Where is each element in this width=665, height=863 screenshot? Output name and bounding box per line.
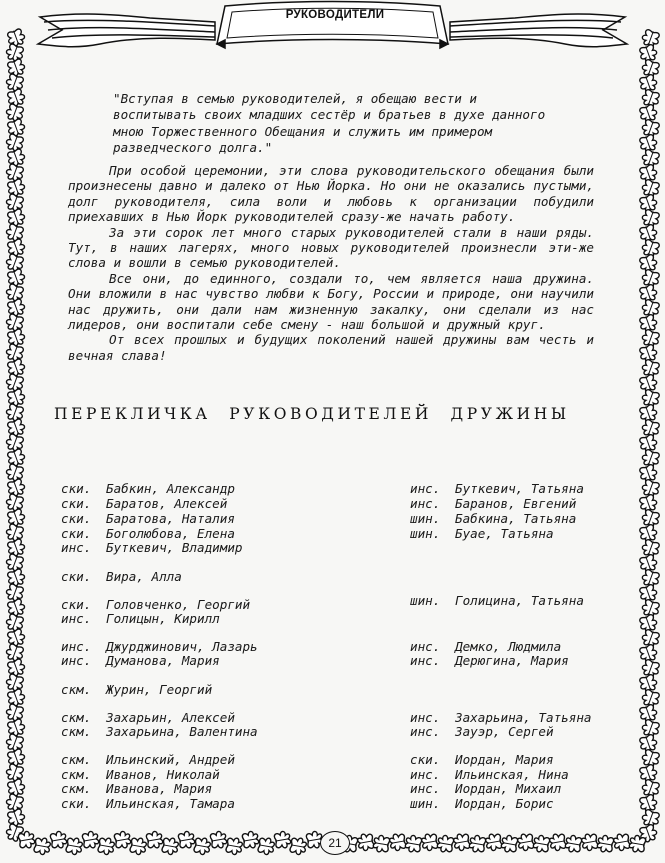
rank-abbreviation: скм. [61, 724, 92, 739]
laurel-leaf-icon [6, 208, 27, 228]
laurel-leaf-icon [4, 583, 25, 603]
laurel-leaf-icon [6, 178, 27, 198]
rank-abbreviation: ски. [61, 496, 92, 511]
laurel-leaf-icon [4, 493, 25, 513]
laurel-leaf-icon [6, 388, 27, 408]
laurel-leaf-icon [436, 834, 454, 853]
rank-abbreviation: скм. [61, 710, 92, 725]
laurel-leaf-icon [6, 568, 27, 588]
roster-entry [61, 598, 250, 612]
laurel-leaf-icon [6, 328, 27, 348]
leader-name: Баратов, Алексей [106, 496, 228, 511]
rank-abbreviation: инс. [410, 653, 441, 668]
roster-entry [61, 753, 235, 767]
laurel-vine-left [4, 28, 26, 843]
laurel-leaf-icon [6, 538, 27, 558]
rank-abbreviation: скм. [61, 767, 92, 782]
rank-abbreviation: инс. [61, 611, 92, 626]
leader-name: Думанова, Мария [106, 653, 220, 668]
rank-abbreviation: ски. [61, 481, 92, 496]
leader-name: Журин, Георгий [106, 682, 213, 697]
roster-entry [61, 768, 220, 782]
rank-abbreviation: шин. [410, 526, 441, 541]
laurel-leaf-icon [421, 833, 439, 852]
laurel-leaf-icon [193, 837, 211, 856]
roster-entry [61, 482, 235, 496]
laurel-leaf-icon [210, 830, 228, 849]
laurel-leaf-icon [4, 73, 25, 93]
paragraph: За эти сорок лет много старых руководителей стали в наши ряды. Тут, в наших лагерях, много новых руководителей произнесли эти-же слова и вошли в семью руководителей. [68, 224, 594, 271]
laurel-leaf-icon [146, 830, 164, 849]
leader-name: Дерюгина, Мария [455, 653, 569, 668]
leader-name: Захарьин, Алексей [106, 710, 235, 725]
rank-abbreviation: ски. [61, 511, 92, 526]
laurel-leaf-icon [628, 834, 646, 853]
leader-name: Бабкина, Татьяна [455, 511, 577, 526]
laurel-leaf-icon [6, 778, 27, 798]
roster-entry [61, 497, 227, 511]
laurel-leaf-icon [4, 673, 25, 693]
laurel-leaf-icon [372, 834, 390, 853]
laurel-leaf-icon [4, 733, 25, 753]
leader-name: Демко, Людмила [455, 639, 562, 654]
roster-entry [61, 527, 235, 541]
laurel-leaf-icon [82, 830, 100, 849]
roster-entry [61, 512, 235, 526]
laurel-leaf-icon [4, 163, 25, 183]
rank-abbreviation: скм. [61, 781, 92, 796]
laurel-leaf-icon [4, 43, 25, 63]
rank-abbreviation: инс. [61, 653, 92, 668]
roster-entry [61, 654, 220, 668]
roster-entry [61, 711, 235, 725]
rank-abbreviation: ски. [61, 796, 92, 811]
rank-abbreviation: шин. [410, 593, 441, 608]
laurel-leaf-icon [453, 833, 471, 852]
laurel-leaf-icon [357, 833, 375, 852]
rank-abbreviation: шин. [410, 511, 441, 526]
leader-name: Баранов, Евгений [455, 496, 577, 511]
leader-name: Иордан, Михаил [455, 781, 562, 796]
laurel-vine-right [638, 29, 661, 844]
roster-entry [410, 711, 591, 725]
rank-abbreviation: инс. [61, 639, 92, 654]
roster-entry [410, 527, 554, 541]
roster-entry [61, 541, 242, 555]
laurel-leaf-icon [6, 118, 27, 138]
laurel-leaf-icon [242, 830, 260, 849]
laurel-leaf-icon [4, 313, 25, 333]
roster-entry [61, 640, 258, 654]
laurel-leaf-icon [6, 658, 27, 678]
rank-abbreviation: инс. [410, 481, 441, 496]
rank-abbreviation: инс. [410, 639, 441, 654]
roster-entry [410, 753, 554, 767]
laurel-leaf-icon [6, 238, 27, 258]
roster-entry [410, 594, 584, 608]
laurel-leaf-icon [6, 268, 27, 288]
laurel-leaf-icon [404, 834, 422, 853]
leader-name: Боголюбова, Елена [106, 526, 235, 541]
laurel-leaf-icon [4, 703, 25, 723]
roster-entry [61, 782, 212, 796]
laurel-leaf-icon [564, 834, 582, 853]
leader-name: Головченко, Георгий [106, 597, 251, 612]
laurel-leaf-icon [6, 88, 27, 108]
laurel-leaf-icon [178, 830, 196, 849]
laurel-leaf-icon [4, 193, 25, 213]
laurel-leaf-icon [4, 763, 25, 783]
leader-name: Вира, Алла [106, 569, 182, 584]
laurel-leaf-icon [6, 58, 27, 78]
laurel-leaf-icon [6, 598, 27, 618]
rank-abbreviation: инс. [410, 767, 441, 782]
leader-name: Зауэр, Сергей [455, 724, 554, 739]
rank-abbreviation: ски. [61, 597, 92, 612]
banner-title: РУКОВОДИТЕЛИ [285, 9, 385, 21]
leader-name: Бабкин, Александр [106, 481, 235, 496]
laurel-leaf-icon [4, 553, 25, 573]
rank-abbreviation: шин. [410, 796, 441, 811]
laurel-leaf-icon [4, 343, 25, 363]
leader-name: Иордан, Борис [455, 796, 554, 811]
roster-title: ПЕРЕКЛИЧКА РУКОВОДИТЕЛЕЙ ДРУЖИНЫ [54, 405, 570, 423]
laurel-leaf-icon [114, 830, 132, 849]
laurel-leaf-icon [4, 523, 25, 543]
rank-abbreviation: скм. [61, 682, 92, 697]
roster-entry [61, 570, 182, 584]
laurel-leaf-icon [6, 688, 27, 708]
laurel-leaf-icon [6, 748, 27, 768]
laurel-leaf-icon [4, 613, 25, 633]
laurel-leaf-icon [18, 830, 36, 849]
laurel-leaf-icon [613, 833, 631, 852]
rank-abbreviation: инс. [61, 540, 92, 555]
leader-name: Голицина, Татьяна [455, 593, 584, 608]
rank-abbreviation: инс. [410, 781, 441, 796]
leader-name: Ильинская, Тамара [106, 796, 235, 811]
paragraph: При особой церемонии, эти слова руководительского обещания были произнесены давно и далеко от Нью Йорка. Но они не оказались пустыми, долг руководителя, сила воли и любовь к организации побудили приехавших в Нью Йорк руководителей сразу-же начать работу. [68, 163, 594, 225]
laurel-leaf-icon [517, 833, 535, 852]
laurel-leaf-icon [485, 833, 503, 852]
laurel-leaf-icon [6, 718, 27, 738]
laurel-leaf-icon [549, 833, 567, 852]
roster-entry [410, 482, 584, 496]
roster-entry [61, 797, 235, 811]
leader-name: Ильинский, Андрей [106, 752, 235, 767]
leader-name: Голицын, Кирилл [106, 611, 220, 626]
laurel-leaf-icon [468, 834, 486, 853]
rank-abbreviation: инс. [410, 710, 441, 725]
rank-abbreviation: ски. [61, 526, 92, 541]
laurel-leaf-icon [6, 508, 27, 528]
rank-abbreviation: ски. [61, 569, 92, 584]
roster-entry [61, 612, 220, 626]
leader-oath-quote: "Вступая в семью руководителей, я обещаю вести и воспитывать своих младших сестёр и братьев в духе данного мною Торжественного Обещания и служить им примером разведческого долга." [113, 91, 546, 155]
laurel-leaf-icon [6, 148, 27, 168]
leader-name: Буае, Татьяна [455, 526, 554, 541]
paragraph: От всех прошлых и будущих поколений нашей дружины вам честь и вечная слава! [68, 332, 594, 363]
laurel-leaf-icon [129, 837, 147, 856]
laurel-leaf-icon [4, 253, 25, 273]
roster-entry [410, 654, 569, 668]
laurel-leaf-icon [65, 837, 83, 856]
laurel-leaf-icon [4, 433, 25, 453]
laurel-leaf-icon [6, 808, 27, 828]
laurel-leaf-icon [257, 837, 275, 856]
laurel-leaf-icon [532, 834, 550, 853]
leader-name: Буткевич, Владимир [106, 540, 243, 555]
page-number: 21 [320, 831, 350, 855]
rank-abbreviation: ски. [410, 752, 441, 767]
laurel-leaf-icon [6, 358, 27, 378]
leader-name: Джурджинович, Лазарь [106, 639, 258, 654]
roster-entry [410, 782, 561, 796]
leader-name: Иванов, Николай [106, 767, 220, 782]
leader-name: Захарьина, Валентина [106, 724, 258, 739]
rank-abbreviation: инс. [410, 724, 441, 739]
laurel-leaf-icon [6, 478, 27, 498]
laurel-leaf-icon [6, 448, 27, 468]
body-text [68, 163, 594, 363]
leader-name: Захарьина, Татьяна [455, 710, 592, 725]
laurel-leaf-icon [33, 837, 51, 856]
laurel-leaf-icon [6, 628, 27, 648]
roster-entry [410, 797, 554, 811]
laurel-leaf-icon [6, 28, 27, 48]
laurel-leaf-icon [50, 830, 68, 849]
roster-entry [61, 683, 212, 697]
laurel-leaf-icon [4, 103, 25, 123]
leader-name: Ильинская, Нина [455, 767, 569, 782]
roster-entry [410, 725, 554, 739]
laurel-leaf-icon [389, 833, 407, 852]
rank-abbreviation: инс. [410, 496, 441, 511]
roster-entry [410, 768, 569, 782]
laurel-leaf-icon [581, 833, 599, 852]
rank-abbreviation: скм. [61, 752, 92, 767]
laurel-leaf-icon [4, 373, 25, 393]
laurel-leaf-icon [4, 793, 25, 813]
laurel-leaf-icon [161, 837, 179, 856]
laurel-leaf-icon [274, 830, 292, 849]
laurel-leaf-icon [4, 133, 25, 153]
laurel-leaf-icon [289, 837, 307, 856]
roster-entry [410, 512, 576, 526]
laurel-leaf-icon [6, 298, 27, 318]
laurel-leaf-icon [4, 403, 25, 423]
leader-name: Иордан, Мария [455, 752, 554, 767]
laurel-leaf-icon [4, 463, 25, 483]
laurel-leaf-icon [500, 834, 518, 853]
roster-entry [61, 725, 258, 739]
laurel-leaf-icon [596, 834, 614, 853]
laurel-leaf-icon [225, 837, 243, 856]
laurel-leaf-icon [4, 223, 25, 243]
roster-entry [410, 640, 561, 654]
laurel-leaf-icon [6, 418, 27, 438]
leader-name: Баратова, Наталия [106, 511, 235, 526]
laurel-leaf-icon [97, 837, 115, 856]
laurel-leaf-icon [4, 643, 25, 663]
leader-name: Буткевич, Татьяна [455, 481, 584, 496]
leader-name: Иванова, Мария [106, 781, 213, 796]
laurel-leaf-icon [4, 283, 25, 303]
roster-entry [410, 497, 576, 511]
paragraph: Все они, до единного, создали то, чем является наша дружина. Они вложили в нас чувство любви к Богу, России и природе, они научили нас дружить, они дали нам жизненную закалку, они сделали из нас лидеров, они воспитали себе смену - наш большой и дружный круг. [68, 270, 594, 333]
